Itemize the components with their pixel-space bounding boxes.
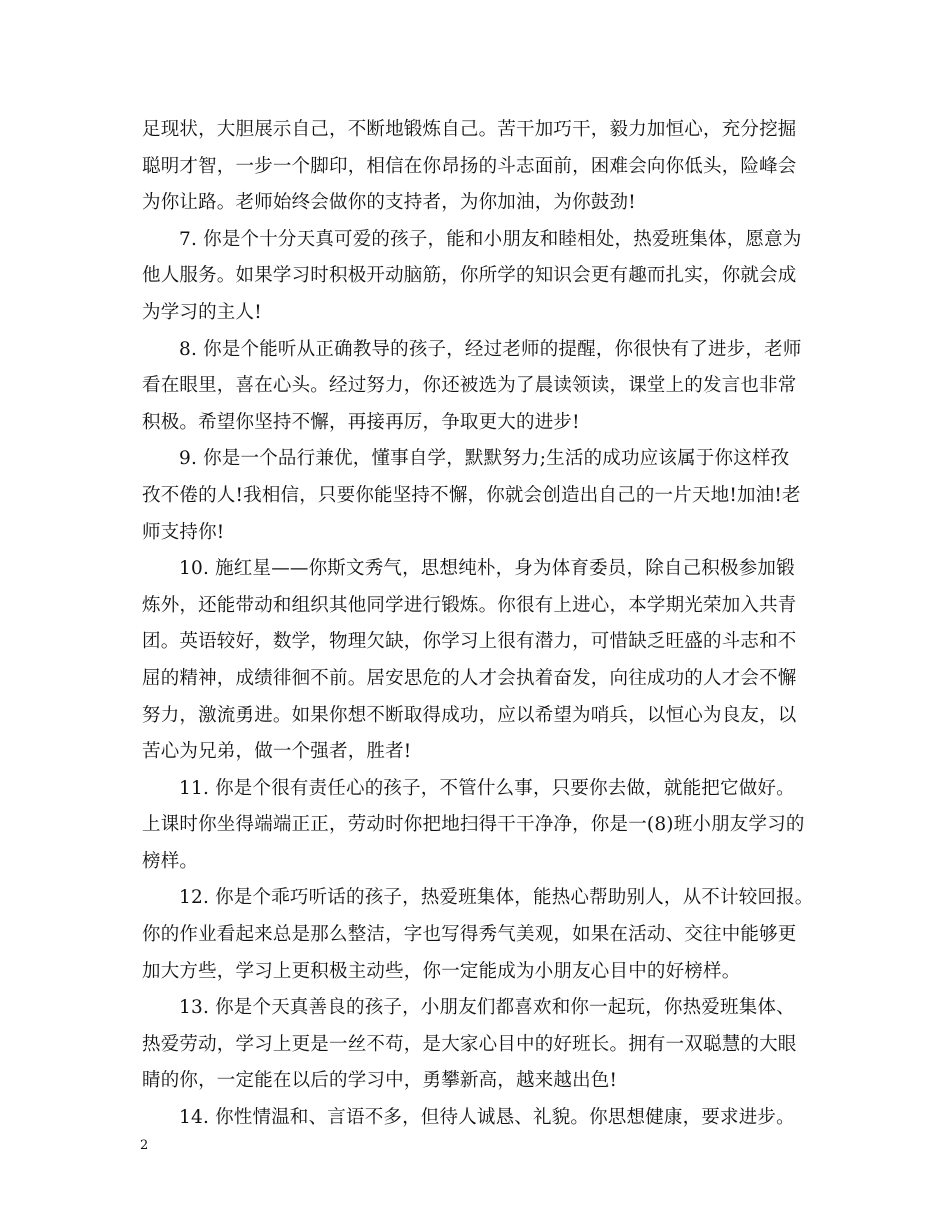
paragraph-first-line: 8. 你是个能听从正确教导的孩子，经过老师的提醒，你很快有了进步，老师 (179, 338, 802, 360)
paragraph-first-line: 13. 你是个天真善良的孩子，小朋友们都喜欢和你一起玩，你热爱班集体、 (179, 997, 795, 1019)
text-line: 榜样。 (142, 850, 199, 872)
paragraph-first-line: 7. 你是个十分天真可爱的孩子，能和小朋友和睦相处，热爱班集体，愿意为 (179, 228, 802, 250)
page-number: 2 (140, 1138, 149, 1153)
text-line: 聪明才智，一步一个脚印，相信在你昂扬的斗志面前，困难会向你低头，险峰会 (142, 155, 797, 177)
text-line: 为你让路。老师始终会做你的支持者，为你加油，为你鼓劲! (142, 192, 636, 214)
text-line: 积极。希望你坚持不懈，再接再厉，争取更大的进步! (142, 411, 580, 433)
text-line: 足现状，大胆展示自己，不断地锻炼自己。苦干加巧干，毅力加恒心，充分挖掘 (142, 119, 797, 140)
text-line: 睛的你，一定能在以后的学习中，勇攀新高，越来越出色! (142, 1070, 618, 1092)
paragraph-first-line: 9. 你是一个品行兼优，懂事自学，默默努力;生活的成功应该属于你这样孜 (179, 448, 790, 470)
text-line: 热爱劳动，学习上更是一丝不苟，是大家心目中的好班长。拥有一双聪慧的大眼 (142, 1033, 797, 1055)
paragraph-first-line: 10. 施红星——你斯文秀气，思想纯朴，身为体育委员，除自己积极参加锻 (179, 558, 795, 580)
text-line: 团。英语较好，数学，物理欠缺，你学习上很有潜力，可惜缺乏旺盛的斗志和不 (142, 631, 797, 653)
text-line: 加大方些，学习上更积极主动些，你一定能成为小朋友心目中的好榜样。 (142, 960, 741, 982)
document-body (142, 112, 818, 1137)
text-line: 炼外，还能带动和组织其他同学进行锻炼。你很有上进心，本学期光荣加入共青 (142, 594, 797, 616)
text-line: 你的作业看起来总是那么整洁，字也写得秀气美观，如果在活动、交往中能够更 (142, 924, 797, 946)
text-line: 苦心为兄弟，做一个强者，胜者! (142, 741, 412, 763)
text-line: 孜不倦的人!我相信，只要你能坚持不懈，你就会创造出自己的一片天地!加油!老 (142, 484, 801, 506)
text-line: 努力，激流勇进。如果你想不断取得成功，应以希望为哨兵，以恒心为良友，以 (142, 704, 797, 726)
text-line: 师支持你! (142, 521, 225, 543)
text-line: 为学习的主人! (142, 301, 262, 323)
text-line: 他人服务。如果学习时积极开动脑筋，你所学的知识会更有趣而扎实，你就会成 (142, 265, 797, 287)
text-line: 看在眼里，喜在心头。经过努力，你还被选为了晨读领读，课堂上的发言也非常 (142, 375, 797, 397)
paragraph-first-line: 11. 你是个很有责任心的孩子，不管什么事，只要你去做，就能把它做好。 (179, 777, 795, 799)
paragraph-first-line: 12. 你是个乖巧听话的孩子，热爱班集体，能热心帮助别人，从不计较回报。 (179, 887, 814, 909)
text-line: 屈的精神，成绩徘徊不前。居安思危的人才会执着奋发，向往成功的人才会不懈 (142, 667, 797, 689)
text-line: 上课时你坐得端端正正，劳动时你把地扫得干干净净，你是一(8)班小朋友学习的 (142, 814, 805, 836)
paragraph-first-line: 14. 你性情温和、言语不多，但待人诚恳、礼貌。你思想健康，要求进步。 (179, 1107, 795, 1129)
